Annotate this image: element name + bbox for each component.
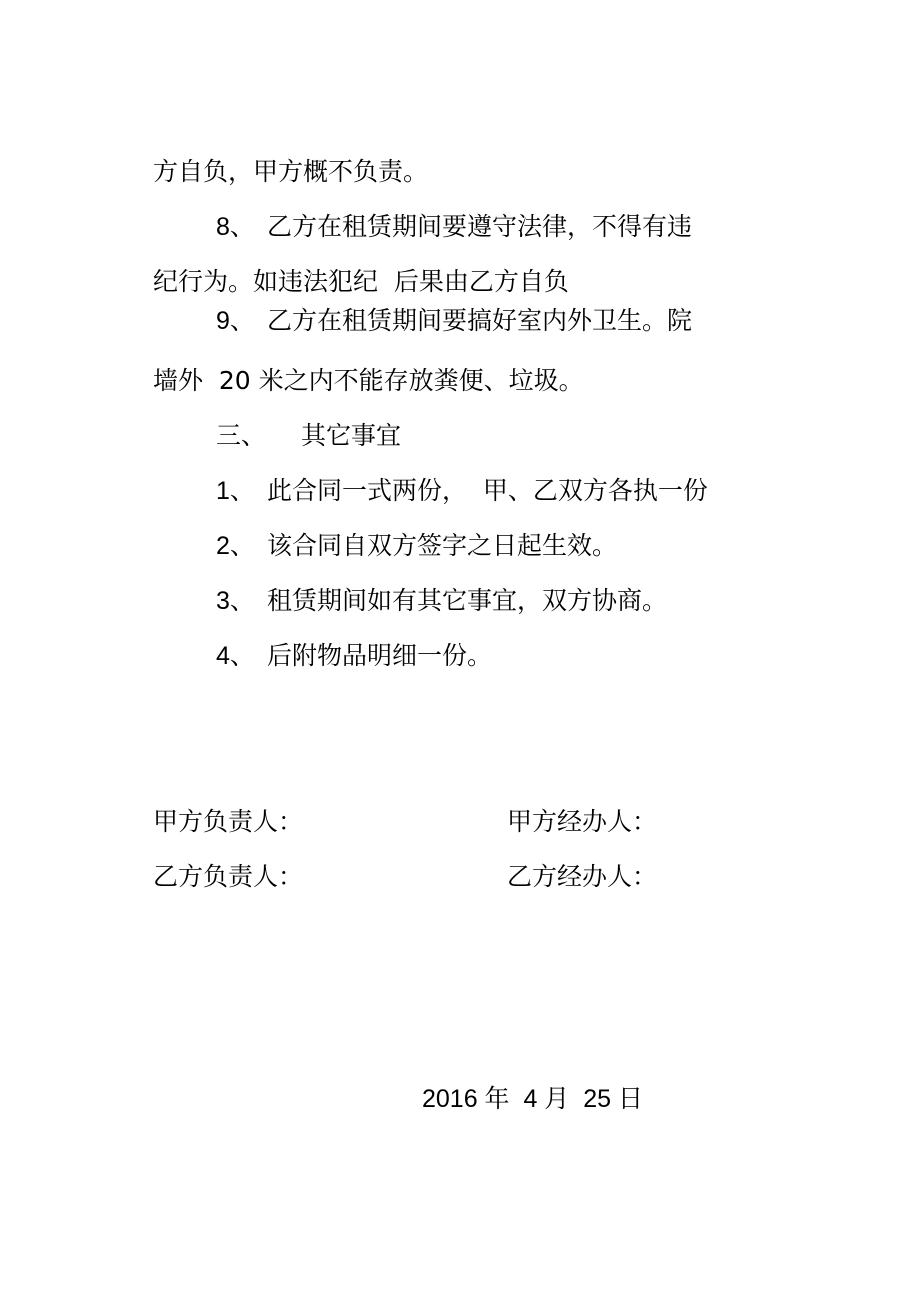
section-3-item-3-number: 3、 <box>216 587 255 615</box>
section-3-item-3-text: 租赁期间如有其它事宜，双方协商。 <box>267 586 668 615</box>
item-9-continuation: 墙外 20 米之内不能存放粪便、垃圾。 <box>153 366 584 395</box>
party-b-responsible-label: 乙方负责人： <box>153 862 304 891</box>
clause-continuation: 方自负，甲方概不负责。 <box>153 157 429 186</box>
item-8-number: 8、 <box>216 213 255 241</box>
item-9-text: 乙方在租赁期间要搞好室内外卫生。院 <box>267 306 693 335</box>
party-a-responsible-label: 甲方负责人： <box>153 807 304 836</box>
section-3-title: 其它事宜 <box>301 421 402 450</box>
section-3-item-2-text: 该合同自双方签字之日起生效。 <box>267 531 618 560</box>
section-3-item-1-number: 1、 <box>216 477 255 505</box>
section-3-item-4-text: 后附物品明细一份。 <box>267 641 493 670</box>
party-b-handler-label: 乙方经办人： <box>507 862 658 891</box>
item-9-number: 9、 <box>216 307 255 335</box>
section-3-item-2-number: 2、 <box>216 532 255 560</box>
section-3-item-1-text: 此合同一式两份， 甲、乙双方各执一份 <box>267 476 708 505</box>
item-8-continuation: 纪行为。如违法犯纪 后果由乙方自负 <box>153 267 569 296</box>
signing-date: 2016 年 4 月 25 日 <box>422 1085 643 1113</box>
section-3-number: 三、 <box>216 421 267 450</box>
item-8-text: 乙方在租赁期间要遵守法律，不得有违 <box>267 212 693 241</box>
party-a-handler-label: 甲方经办人： <box>507 807 658 836</box>
section-3-item-4-number: 4、 <box>216 642 255 670</box>
